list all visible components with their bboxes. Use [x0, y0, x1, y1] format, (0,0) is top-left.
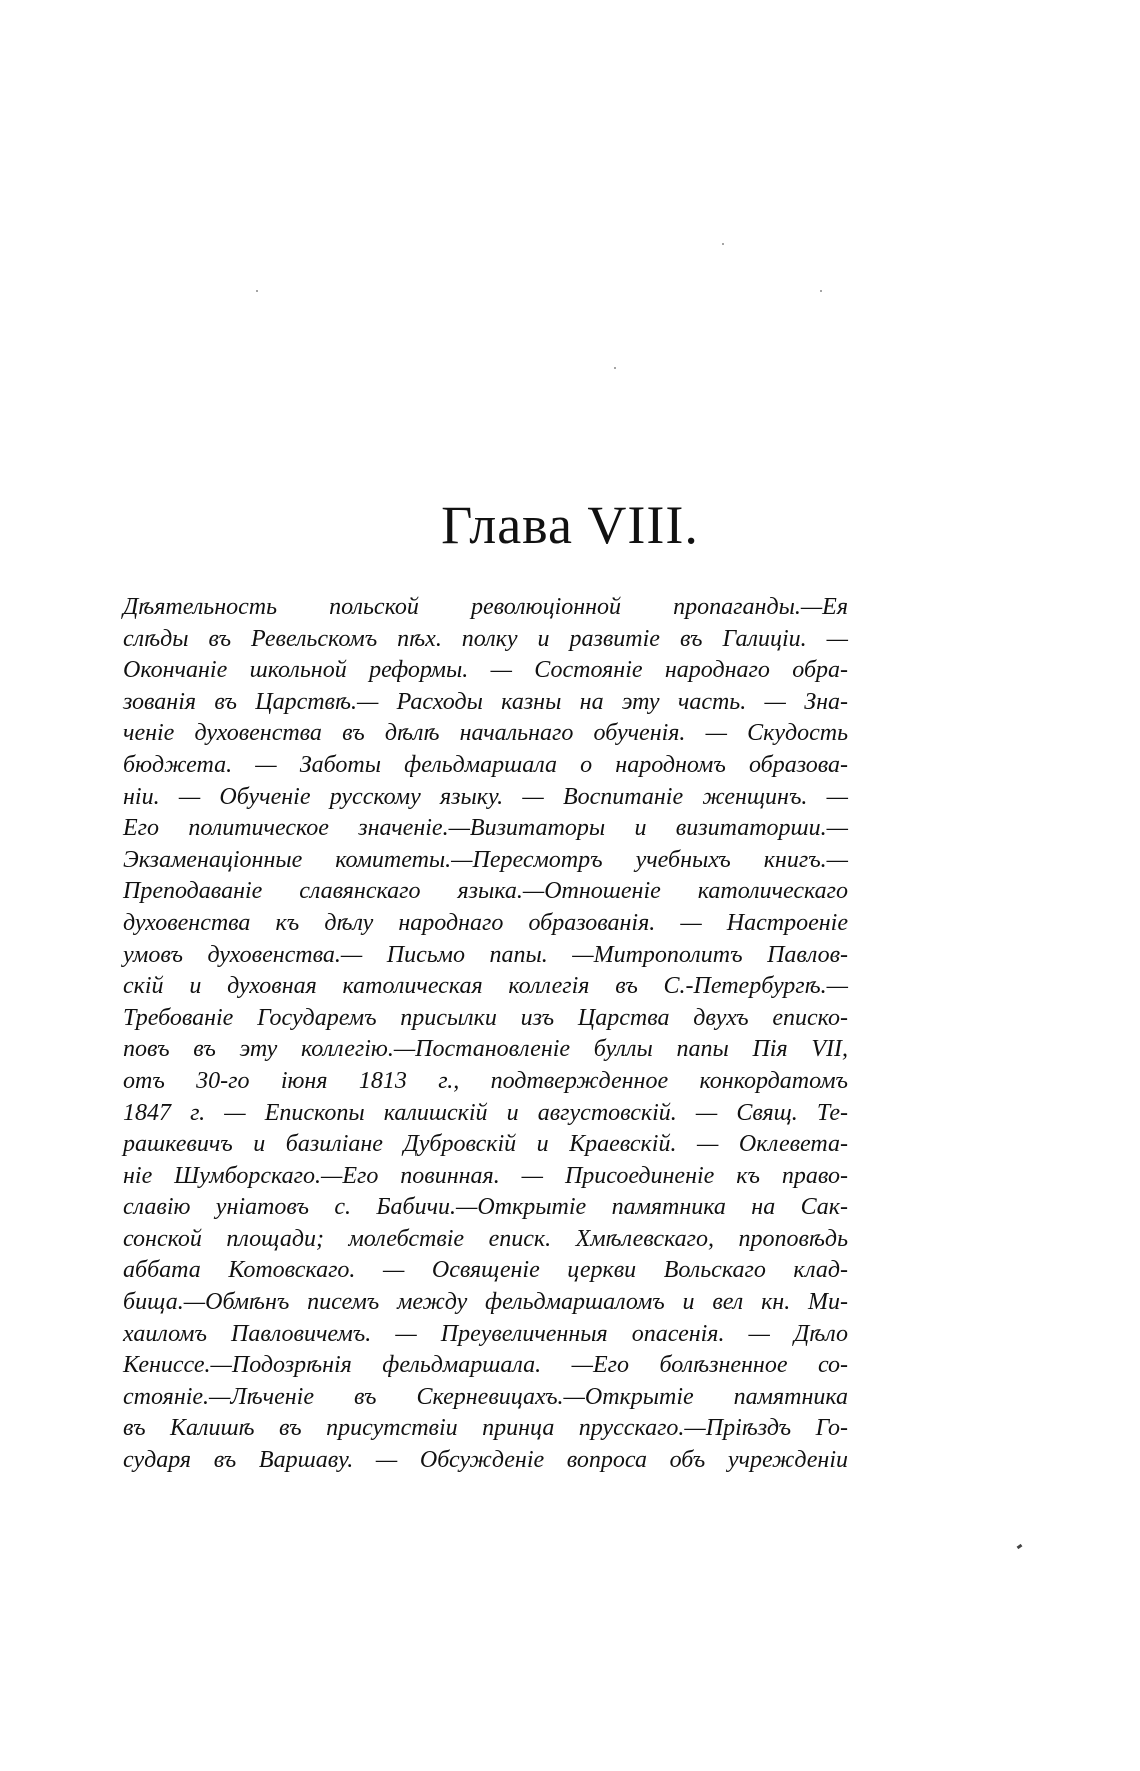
summary-line: аббата Котовскаго. — Освященіе церкви Вольскаго клад- [123, 1257, 848, 1284]
summary-line: отъ 30-го іюня 1813 г., подтвержденное конкордатомъ [123, 1067, 848, 1094]
summary-line: сударя въ Варшаву. — Обсужденіе вопроса объ учрежденіи [123, 1447, 848, 1474]
summary-line: зованія въ Царствѣ.— Расходы казны на эту часть. — Зна- [123, 688, 848, 715]
summary-line: сонской площади; молебствіе еписк. Хмѣлевскаго, проповѣдь [123, 1225, 848, 1252]
summary-line: бища.—Обмѣнъ писемъ между фельдмаршаломъ и вел кн. Ми- [123, 1289, 848, 1316]
summary-line: бюджета. — Заботы фельдмаршала о народномъ образова- [123, 751, 848, 778]
summary-line: ченіе духовенства въ дѣлѣ начальнаго обученія. — Скудость [123, 720, 848, 747]
summary-line: стояніе.—Лѣченіе въ Скерневицахъ.—Открытіе памятника [123, 1383, 848, 1410]
page-speck [256, 290, 258, 292]
summary-line: 1847 г. — Епископы калишскій и августовскій. — Свящ. Те- [123, 1099, 848, 1126]
summary-line: Дѣятельность польской революціонной пропаганды.—Ея [123, 594, 848, 620]
summary-line: Окончаніе школьной реформы. — Состояніе народнаго обра- [123, 657, 848, 684]
summary-line: Экзаменаціонные комитеты.—Пересмотръ учебныхъ книгъ.— [123, 846, 848, 873]
summary-line: Преподаваніе славянскаго языка.—Отношеніе католическаго [123, 878, 848, 905]
summary-line: духовенства къ дѣлу народнаго образованія. — Настроеніе [123, 909, 848, 936]
page-speck [614, 367, 616, 369]
summary-line: ніе Шумборскаго.—Его повинная. — Присоединеніе къ право- [123, 1162, 848, 1189]
summary-line: рашкевичъ и базиліане Дубровскій и Краевскій. — Оклевета- [123, 1131, 848, 1158]
summary-line: слѣды въ Ревельскомъ пѣх. полку и развитіе въ Галиціи. — [123, 625, 848, 652]
chapter-title: Глава VIII. [441, 495, 699, 555]
summary-line: скій и духовная католическая коллегія въ С.-Петербургѣ.— [123, 973, 848, 1000]
ink-mark [1017, 1544, 1023, 1549]
chapter-summary [123, 592, 848, 1477]
summary-line: въ Калишѣ въ присутствіи принца прусскаго.—Пріѣздъ Го- [123, 1415, 848, 1442]
page-speck [820, 290, 822, 292]
summary-line: хаиломъ Павловичемъ. — Преувеличенныя опасенія. — Дѣло [123, 1320, 848, 1347]
summary-line: Кениссе.—Подозрѣнія фельдмаршала. —Его болѣзненное со- [123, 1352, 848, 1379]
summary-line: Требованіе Государемъ присылки изъ Царства двухъ еписко- [123, 1004, 848, 1031]
summary-line: Его политическое значеніе.—Визитаторы и визитаторши.— [123, 815, 848, 842]
summary-line: повъ въ эту коллегію.—Постановленіе буллы папы Пія VII, [123, 1036, 848, 1063]
summary-line: ніи. — Обученіе русскому языку. — Воспитаніе женщинъ. — [123, 783, 848, 810]
summary-line: умовъ духовенства.— Письмо папы. —Митрополитъ Павлов- [123, 941, 848, 968]
summary-line: славію уніатовъ с. Бабичи.—Открытіе памятника на Сак- [123, 1194, 848, 1221]
page-speck [722, 243, 724, 245]
